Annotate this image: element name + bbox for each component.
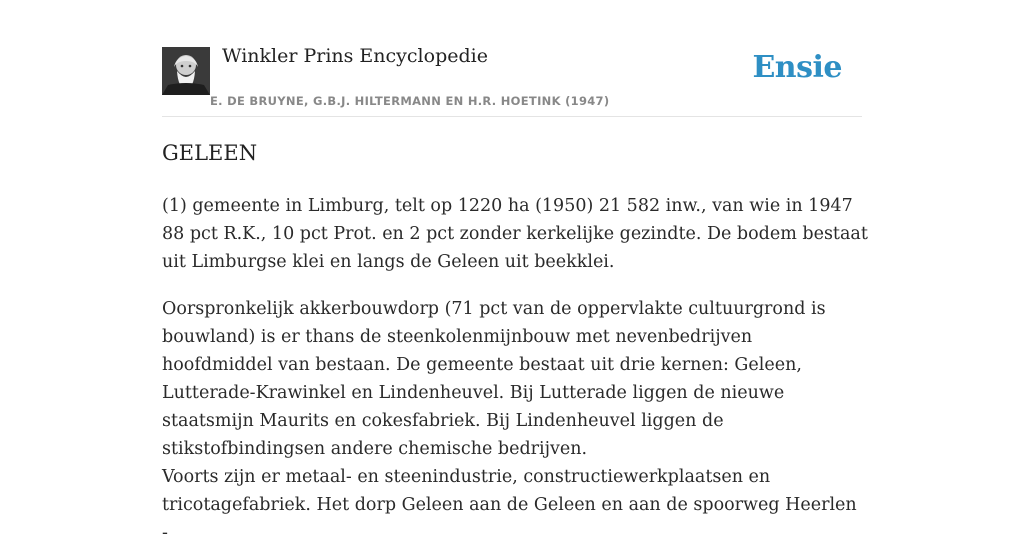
ensie-logo-link[interactable]: Ensie bbox=[752, 50, 842, 85]
article-paragraph: Oorspronkelijk akkerbouwdorp (71 pct van de oppervlakte cultuurgrond is bouwland) is er thans de steenkolenmijnbouw met nevenbedrijven hoofdmiddel van bestaan. De gemeente bestaat uit drie kernen: Geleen, Lutterade-Krawinkel en Lindenheuvel. Bij Lutterade liggen de nieuwe staatsmijn Maurits en cokesfabriek. Bij Lindenheuvel liggen de stikstofbindingsen andere chemische bedrijven. bbox=[162, 299, 826, 459]
header bbox=[162, 0, 862, 117]
article-paragraph: Voorts zijn er metaal- en steenindustrie, constructiewerkplaatsen en tricotagefabriek. Het dorp Geleen aan de Geleen en aan de spoorweg Heerlen - bbox=[162, 467, 857, 543]
portrait-image bbox=[162, 47, 210, 95]
authors-credit: E. DE BRUYNE, G.B.J. HILTERMANN EN H.R. HOETINK (1947) bbox=[210, 94, 610, 108]
article-title: GELEEN bbox=[162, 141, 258, 165]
article-paragraph: (1) gemeente in Limburg, telt op 1220 ha (1950) 21 582 inw., van wie in 1947 88 pct R.K., 10 pct Prot. en 2 pct zonder kerkelijke gezindte. De bodem bestaat uit Limburgse klei en langs de Geleen uit beekklei. bbox=[162, 196, 868, 272]
publication-title[interactable]: Winkler Prins Encyclopedie bbox=[222, 45, 488, 67]
author-avatar[interactable] bbox=[162, 47, 210, 95]
article-container bbox=[162, 0, 868, 543]
